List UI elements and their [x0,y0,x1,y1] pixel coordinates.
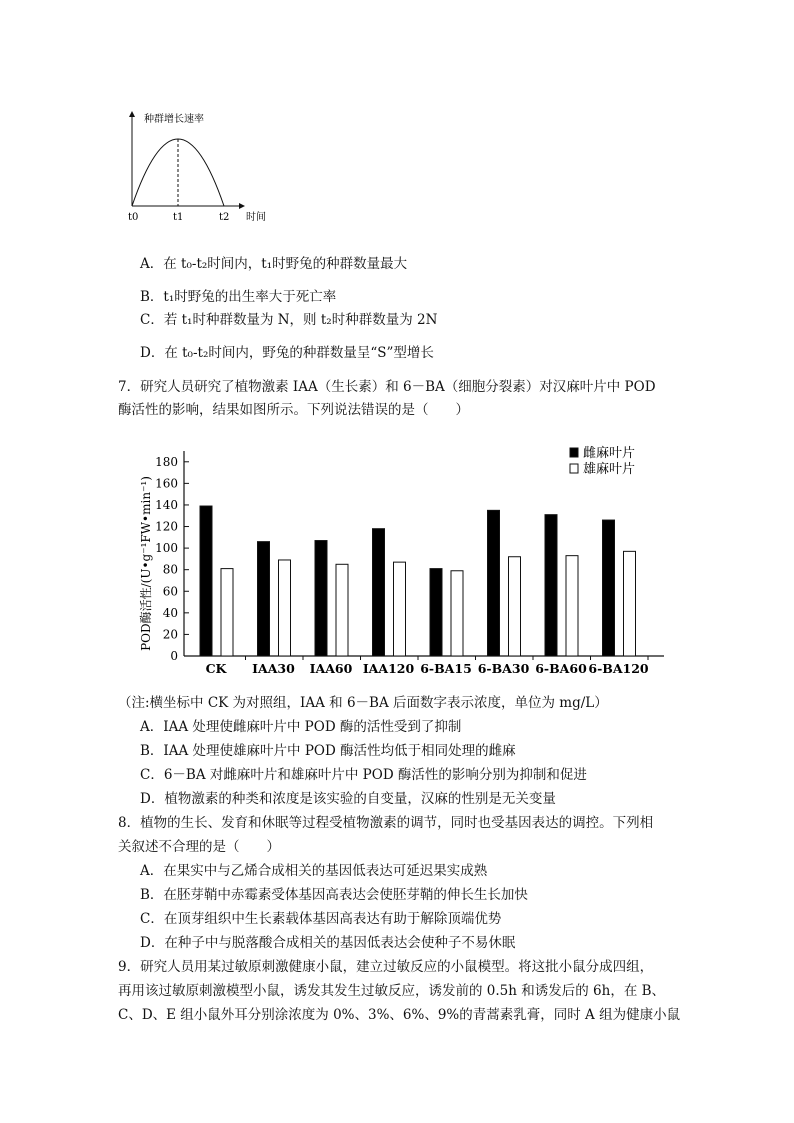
y-tick-label: 180 [155,454,178,469]
y-tick-label: 160 [155,476,178,491]
bar-female [373,529,385,656]
growth-rate-figure [118,108,278,228]
q9-line2: 再用该过敏原刺激模型小鼠，诱发其发生过敏反应，诱发前的 0.5h 和诱发后的 6h，在 B、 [118,983,666,999]
bar-male [451,571,463,656]
x-tick-label: IAA30 [252,661,295,676]
q7-stem-line2: 酶活性的影响，结果如图所示。下列说法错误的是（ ） [118,402,469,418]
fig1-tick-t1: t1 [173,212,184,223]
legend-label: 雄麻叶片 [583,462,636,477]
q8-stem-line1: 8．植物的生长、发育和休眠等过程受植物激素的调节，同时也受基因表达的调控。下列相 [118,815,654,831]
fig1-ylabel: 种群增长速率 [144,114,204,125]
bar-male [221,569,233,656]
bar-male [624,551,636,656]
fig1-tick-t0: t0 [128,212,139,223]
x-tick-label: IAA60 [309,661,353,676]
x-tick-label: IAA120 [362,661,415,676]
x-tick-label: CK [205,661,227,676]
q7-option-d: D．植物激素的种类和浓度是该实验的自变量，汉麻的性别是无关变量 [140,791,556,807]
legend-label: 雌麻叶片 [583,446,636,461]
q6-option-c: C．若 t₁时种群数量为 N，则 t₂时种群数量为 2N [140,312,438,328]
bar-male [279,560,291,656]
q9-line3: C、D、E 组小鼠外耳分别涂浓度为 0%、3%、6%、9%的青蒿素乳膏，同时 A 组为健康小鼠 [118,1007,681,1023]
y-tick-label: 140 [155,497,178,512]
x-tick-label: 6-BA30 [477,661,530,676]
fig1-tick-t2: t2 [219,212,230,223]
q7-option-c: C．6－BA 对雌麻叶片和雄麻叶片中 POD 酶活性的影响分别为抑制和促进 [140,767,587,783]
fig1-xlabel: 时间 [246,212,266,223]
bar-female [200,506,212,656]
q6-option-b: B．t₁时野兔的出生率大于死亡率 [140,289,337,305]
legend-swatch [570,448,578,457]
bar-female [430,569,442,656]
x-tick-label: 6-BA15 [420,661,472,676]
x-tick-label: 6-BA60 [535,661,587,676]
y-tick-label: 80 [162,562,178,577]
y-tick-label: 0 [170,649,178,663]
q7-option-b: B．IAA 处理使雄麻叶片中 POD 酶活性均低于相同处理的雌麻 [140,743,516,759]
bar-male [336,564,348,656]
bar-female [603,520,615,656]
q8-option-c: C．在顶芽组织中生长素载体基因高表达有助于解除顶端优势 [140,911,502,927]
bar-female [258,542,270,656]
y-tick-label: 100 [155,541,178,556]
q8-stem-line2: 关叙述不合理的是（ ） [118,839,280,855]
y-tick-label: 20 [162,627,178,642]
q7-note: （注:横坐标中 CK 为对照组，IAA 和 6－BA 后面数字表示浓度，单位为 mg/L） [118,695,608,711]
q7-option-a: A．IAA 处理使雌麻叶片中 POD 酶的活性受到了抑制 [140,719,462,735]
q9-line1: 9．研究人员用某过敏原刺激健康小鼠，建立过敏反应的小鼠模型。将这批小鼠分成四组， [118,959,654,975]
bar-male [566,556,578,656]
y-tick-label: 40 [162,605,178,620]
y-tick-label: 120 [155,519,178,534]
q6-option-d: D．在 t₀-t₂时间内，野兔的种群数量呈“S”型增长 [140,345,434,361]
q8-option-a: A．在果实中与乙烯合成相关的基因低表达可延迟果实成熟 [140,863,488,879]
q7-stem-line1: 7．研究人员研究了植物激素 IAA（生长素）和 6－BA（细胞分裂素）对汉麻叶片中 POD [118,379,656,395]
pod-activity-chart [134,436,674,686]
bar-male [394,562,406,656]
y-axis-title: POD酶活性/(U•g⁻¹FW•min⁻¹) [139,476,153,651]
q8-option-b: B．在胚芽鞘中赤霉素受体基因高表达会使胚芽鞘的伸长生长加快 [140,887,528,903]
y-tick-label: 60 [162,584,178,599]
bar-female [545,515,557,656]
bar-male [509,557,521,656]
bar-female [315,541,327,656]
bar-female [488,510,500,656]
q6-option-a: A．在 t₀-t₂时间内，t₁时野兔的种群数量最大 [140,256,408,272]
x-tick-label: 6-BA120 [588,661,649,676]
q8-option-d: D．在种子中与脱落酸合成相关的基因低表达会使种子不易休眠 [140,935,516,951]
legend-swatch [570,464,578,473]
